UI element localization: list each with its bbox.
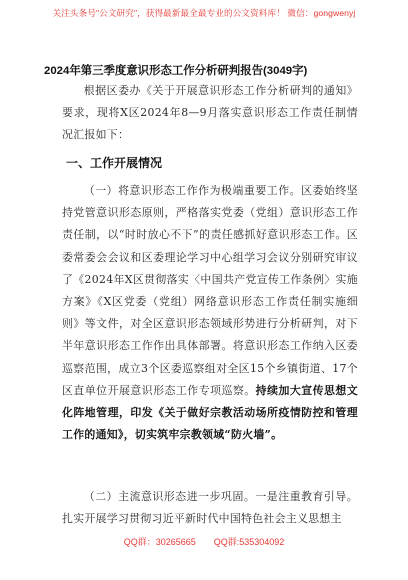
body-paragraph-2: （二）主流意识形态进一步巩固。一是注重教育引导。扎实开展学习贯彻习近平新时代中国特色社会主义思想主 bbox=[62, 490, 358, 526]
section-heading: 一、工作开展情况 bbox=[66, 156, 163, 170]
banner-text: 关注头条号"公文研究"，获得最新最全最专业的公文资料库！ 微信：gongwenyj bbox=[52, 8, 356, 18]
paragraph-1-bold-text: 持续加大宣传思想文化阵地管理，印发《关于做好宗教活动场所疫情防控和管理工作的通知》，切实筑牢宗教领域“防火墙”。 bbox=[62, 383, 358, 442]
body-paragraph-1 bbox=[62, 180, 358, 446]
header-banner bbox=[0, 6, 408, 20]
paragraph-1-text: （一）将意识形态工作作为极端重要工作。区委始终坚持党管意识形态原则，严格落实党委（党组）意识形态工作责任制，以“时时放心不下”的责任感抓好意识形态工作。区委常委会会议和区委理论学习中心组学习会议分别研究审议了《2024年X区贯彻落实〈中国共产党宣传工作条例〉实施方案》《X区党委（党组）网络意识形态工作责任制实施细则》等文件，对全区意识形态领域形势进行分析研判，对下半年意识形态工作作出具体部署。将意识形态工作纳入区委巡察范围，成立3个区委巡察组对全区15个乡镇街道、17个区直单位开展意识形态工作专项巡察。 bbox=[62, 184, 358, 397]
intro-paragraph: 根据区委办《关于开展意识形态工作分析研判的通知》要求，现将X区2024年8—9月落实意识形态工作责任制情况汇报如下： bbox=[62, 84, 358, 142]
qq-group-2: QQ群:535304092 bbox=[213, 536, 285, 547]
qq-group-1: QQ群：30265665 bbox=[123, 536, 196, 547]
footer-banner bbox=[0, 534, 408, 548]
document-title: 2024年第三季度意识形态工作分析研判报告(3049字) bbox=[44, 65, 308, 77]
